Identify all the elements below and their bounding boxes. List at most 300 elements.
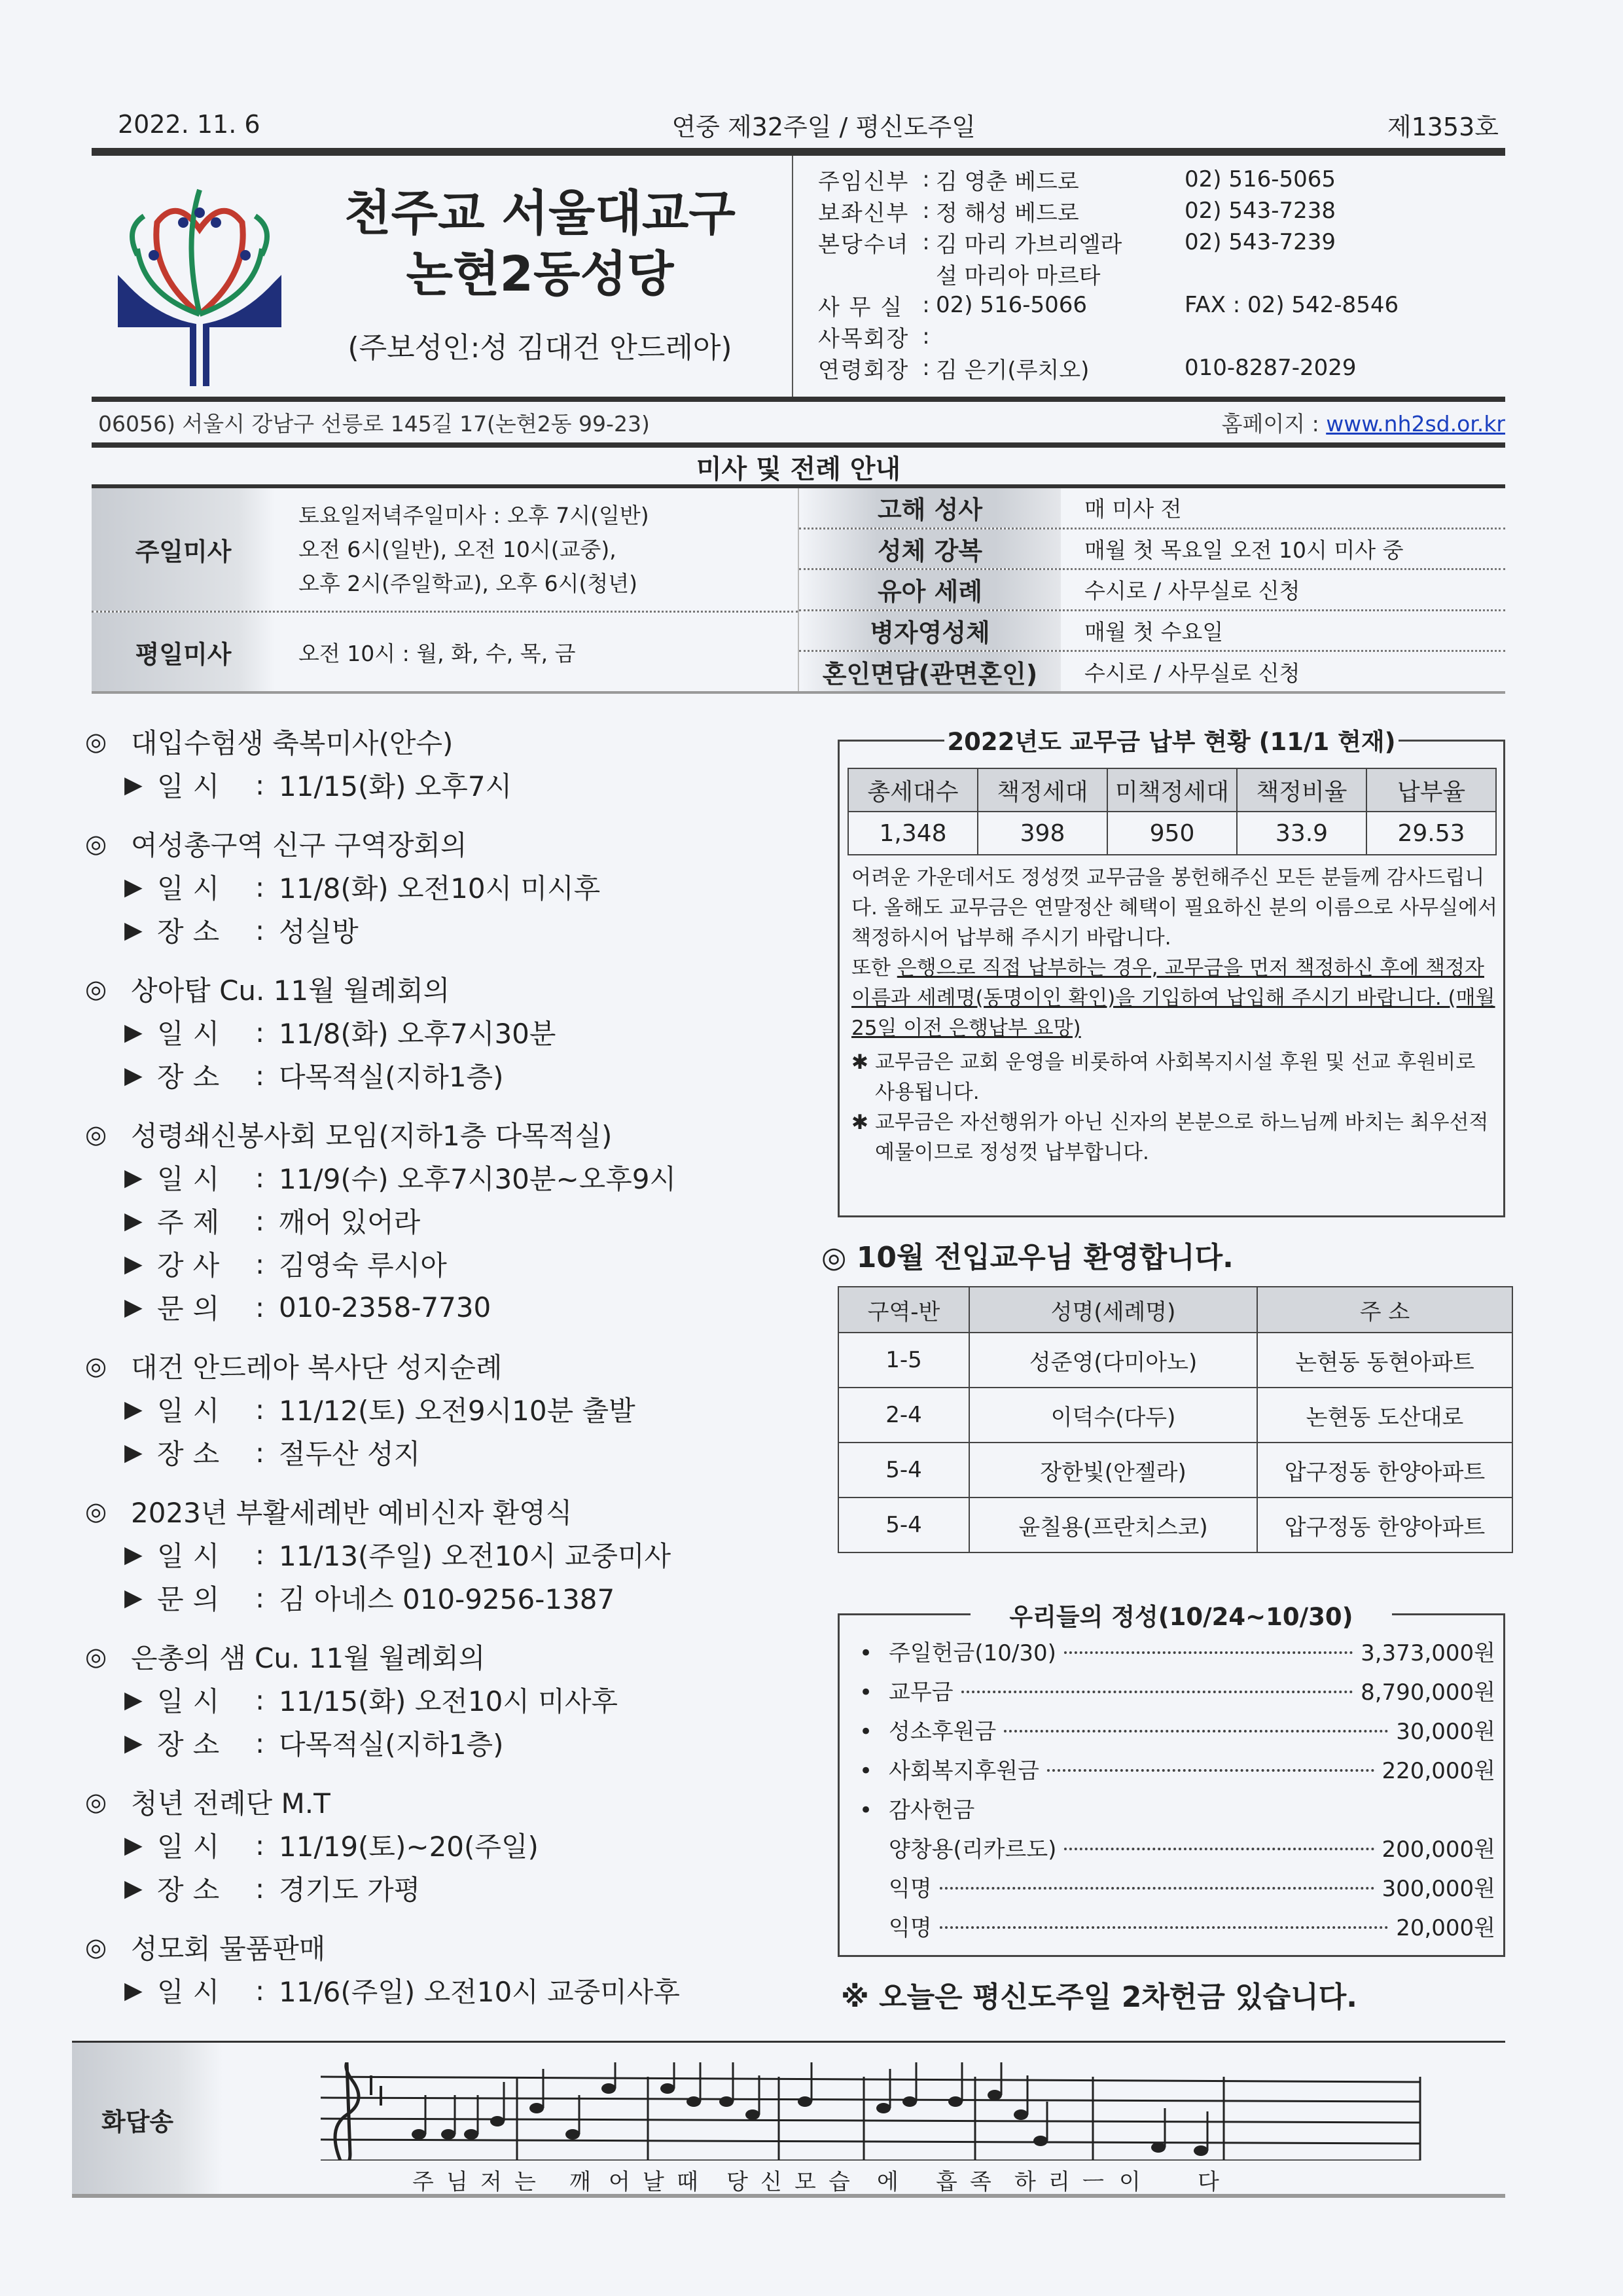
liturgy-row bbox=[799, 611, 1505, 653]
offering-item bbox=[859, 1871, 1495, 1910]
announcement-title bbox=[85, 822, 818, 865]
triangle-right-icon: ▶ bbox=[124, 916, 143, 944]
announcement-title bbox=[85, 1344, 818, 1388]
bullet-icon: • bbox=[859, 1797, 873, 1823]
detail-key: 장소 bbox=[157, 1874, 229, 1906]
detail-value: 11/15(화) 오후7시 bbox=[279, 770, 512, 802]
dues-header: 총세대수 bbox=[848, 768, 978, 812]
music-note bbox=[529, 2103, 544, 2113]
separator: : bbox=[255, 1872, 265, 1905]
detail-value: 절두산 성지 bbox=[279, 1438, 421, 1470]
triangle-right-icon: ▶ bbox=[124, 1395, 143, 1423]
separator: : bbox=[922, 323, 930, 350]
separator: : bbox=[255, 1829, 265, 1861]
separator: : bbox=[255, 1538, 265, 1571]
announcement-title-text: 여성총구역 신구 구역장회의 bbox=[131, 829, 467, 861]
staff-role: 주임신부 bbox=[818, 168, 910, 195]
lyric-syllable: 때 bbox=[677, 2169, 698, 2195]
parish-address: 06056) 서울시 강남구 선릉로 145길 17(논현2동 99-23) bbox=[98, 410, 650, 437]
dues-header: 납부율 bbox=[1366, 768, 1496, 812]
music-note bbox=[988, 2090, 1002, 2100]
announcement-detail bbox=[85, 1199, 818, 1242]
announcement-detail bbox=[85, 1576, 818, 1619]
double-circle-icon: ◎ bbox=[821, 1241, 857, 1274]
liturgy-value: 매월 첫 수요일 bbox=[1084, 619, 1224, 645]
welcome-title-text: 10월 전입교우님 환영합니다. bbox=[856, 1241, 1234, 1274]
detail-value: 다목적실(지하1층) bbox=[279, 1061, 504, 1093]
responsorial-psalm bbox=[72, 2041, 1505, 2198]
detail-value: 11/15(화) 오전10시 미사후 bbox=[279, 1685, 618, 1717]
music-note bbox=[687, 2096, 701, 2107]
staff-role: 본당수녀 bbox=[818, 231, 910, 258]
detail-key: 장소 bbox=[157, 916, 229, 948]
church-name bbox=[291, 183, 789, 304]
dot-leader bbox=[961, 1691, 1353, 1693]
offering-label: 성소후원금 bbox=[889, 1719, 997, 1745]
bullet-icon: • bbox=[859, 1758, 873, 1784]
detail-key: 장소 bbox=[157, 1729, 229, 1761]
music-note bbox=[1194, 2145, 1208, 2156]
detail-key: 문의 bbox=[157, 1583, 229, 1615]
separator: : bbox=[255, 1683, 265, 1716]
dues-value: 398 bbox=[978, 812, 1107, 855]
weekday-mass-label: 평일미사 bbox=[92, 613, 275, 691]
announcement bbox=[85, 1113, 818, 1329]
staff-role: 보좌신부 bbox=[818, 200, 910, 226]
announcement-title-text: 대입수험생 축복미사(안수) bbox=[131, 727, 454, 759]
offering-item bbox=[859, 1674, 1495, 1713]
offering-label: 주일헌금(10/30) bbox=[889, 1640, 1056, 1666]
archdiocese-name: 천주교 서울대교구 bbox=[344, 185, 736, 242]
separator: : bbox=[922, 198, 930, 224]
patron-saint: (주보성인:성 김대건 안드레아) bbox=[348, 331, 732, 365]
detail-value: 경기도 가평 bbox=[279, 1874, 421, 1906]
bullet-icon: • bbox=[859, 1719, 873, 1745]
staff-name: 02) 516-5066 bbox=[936, 292, 1088, 318]
announcement-detail bbox=[85, 763, 818, 806]
offering-label: 사회복지후원금 bbox=[889, 1758, 1039, 1784]
lyric-syllable: 당 bbox=[726, 2169, 748, 2195]
table-cell: 논현동 도산대로 bbox=[1257, 1388, 1512, 1443]
announcement-detail bbox=[85, 1969, 818, 2012]
staff-role: 연령회장 bbox=[818, 357, 910, 384]
dot-leader bbox=[940, 1887, 1374, 1890]
announcement-title bbox=[85, 1113, 818, 1156]
announcement-detail bbox=[85, 1285, 818, 1329]
dues-status-box bbox=[838, 728, 1505, 1217]
detail-value: 김영숙 루시아 bbox=[279, 1249, 447, 1282]
offering-amount: 8,790,000원 bbox=[1361, 1679, 1495, 1706]
dues-bank-instructions: 은행으로 직접 납부하는 경우, 교무금을 먼저 책정하신 후에 책정자 이름과 세례명(동명이인 확인)을 기입하여 납입해 주시기 바랍니다. (매월 25일 이전 은행납부 요망) bbox=[851, 956, 1495, 1040]
music-note bbox=[660, 2083, 675, 2094]
lyric-syllable: 어 bbox=[609, 2169, 630, 2195]
separator: : bbox=[255, 870, 265, 903]
separator: : bbox=[922, 292, 930, 318]
welcome-title bbox=[821, 1234, 1234, 1276]
music-note bbox=[798, 2096, 812, 2107]
detail-value: 11/12(토) 오전9시10분 출발 bbox=[279, 1395, 635, 1427]
lyric-syllable: 신 bbox=[760, 2169, 782, 2195]
table-cell: 5-4 bbox=[838, 1498, 969, 1552]
detail-value: 11/8(화) 오전10시 미시후 bbox=[279, 872, 601, 905]
bullet-icon: • bbox=[859, 1679, 873, 1706]
dues-table bbox=[847, 768, 1497, 855]
music-note bbox=[1014, 2109, 1028, 2120]
announcement bbox=[85, 1344, 818, 1474]
detail-key: 강사 bbox=[157, 1249, 229, 1282]
detail-value: 11/13(주일) 오전10시 교중미사 bbox=[279, 1540, 671, 1572]
offering-item bbox=[859, 1831, 1495, 1871]
announcement-title-text: 청년 전례단 M.T bbox=[131, 1787, 330, 1820]
staff-role: 사목회장 bbox=[818, 325, 910, 352]
separator: : bbox=[922, 229, 930, 255]
offering-amount: 200,000원 bbox=[1382, 1837, 1495, 1863]
offering-amount: 220,000원 bbox=[1382, 1758, 1495, 1784]
church-header bbox=[92, 157, 792, 399]
dues-value: 33.9 bbox=[1237, 812, 1366, 855]
offering-label: 익명 bbox=[889, 1915, 932, 1941]
announcement bbox=[85, 822, 818, 952]
offerings-list bbox=[859, 1635, 1495, 1949]
asterisk-icon: ✱ bbox=[851, 1111, 868, 1134]
double-circle-icon: ◎ bbox=[85, 1787, 107, 1816]
detail-key: 일시 bbox=[157, 1163, 229, 1195]
dues-value-row bbox=[848, 812, 1496, 855]
dot-leader bbox=[1004, 1730, 1388, 1732]
detail-value: 11/6(주일) 오전10시 교중미사후 bbox=[279, 1976, 680, 2008]
staff-directory bbox=[818, 164, 1505, 384]
dot-leader bbox=[940, 1926, 1388, 1929]
new-parishioners-table bbox=[838, 1286, 1513, 1553]
table-cell: 5-4 bbox=[838, 1443, 969, 1498]
separator: : bbox=[255, 1291, 265, 1323]
divider bbox=[92, 442, 1505, 448]
sunday-mass-label: 주일미사 bbox=[92, 488, 275, 611]
announcement bbox=[85, 967, 818, 1097]
staff-row bbox=[818, 289, 1505, 321]
triangle-right-icon: ▶ bbox=[124, 1977, 143, 2004]
staff-phone: FAX : 02) 542-8546 bbox=[1185, 292, 1399, 318]
staff-name: 김 마리 가브리엘라 bbox=[936, 231, 1122, 258]
lyric-syllable: 이 bbox=[1119, 2169, 1141, 2195]
liturgy-value: 매월 첫 목요일 오전 10시 미사 중 bbox=[1084, 537, 1404, 563]
lyric-syllable: 족 bbox=[970, 2169, 991, 2195]
music-note bbox=[876, 2103, 891, 2113]
dues-paragraph-2 bbox=[851, 953, 1499, 1043]
table-cell: 성준영(다미아노) bbox=[969, 1333, 1257, 1388]
double-circle-icon: ◎ bbox=[85, 1497, 107, 1526]
triangle-right-icon: ▶ bbox=[124, 873, 143, 901]
announcement-title bbox=[85, 1490, 818, 1533]
offering-amount: 300,000원 bbox=[1382, 1876, 1495, 1902]
staff-name: 설 마리아 마르타 bbox=[936, 262, 1101, 289]
detail-key: 일시 bbox=[157, 770, 229, 802]
staff-name: 김 영춘 베드로 bbox=[936, 168, 1079, 195]
offering-item bbox=[859, 1910, 1495, 1949]
music-note bbox=[601, 2083, 616, 2094]
lyric-syllable: 는 bbox=[514, 2169, 536, 2195]
dues-header-row bbox=[848, 768, 1496, 812]
table-cell: 윤칠용(프란치스코) bbox=[969, 1498, 1257, 1552]
liturgy-value: 수시로 / 사무실로 신청 bbox=[1084, 578, 1300, 604]
detail-key: 일시 bbox=[157, 1685, 229, 1717]
announcement-detail bbox=[85, 1533, 818, 1576]
detail-key: 일시 bbox=[157, 1831, 229, 1863]
liturgy-label: 성체 강복 bbox=[799, 529, 1061, 569]
announcement-title-text: 은총의 샘 Cu. 11월 월례회의 bbox=[131, 1642, 486, 1674]
staff-row bbox=[818, 352, 1505, 384]
double-circle-icon: ◎ bbox=[85, 1933, 107, 1962]
offerings-box bbox=[838, 1603, 1505, 1957]
announcement-title-text: 성령쇄신봉사회 모임(지하1층 다목적실) bbox=[131, 1120, 613, 1152]
offerings-title: 우리들의 정성(10/24~10/30) bbox=[971, 1597, 1392, 1632]
liturgical-week: 연중 제32주일 / 평신도주일 bbox=[671, 112, 976, 141]
music-staff bbox=[321, 2062, 1499, 2161]
bullet-icon: • bbox=[859, 1640, 873, 1666]
double-circle-icon: ◎ bbox=[85, 829, 107, 858]
divider bbox=[92, 397, 1505, 402]
announcement-detail bbox=[85, 865, 818, 908]
music-note bbox=[1033, 2136, 1048, 2146]
dot-leader bbox=[1064, 1848, 1374, 1850]
music-note bbox=[948, 2096, 963, 2107]
lyric-syllable: ㅡ bbox=[1082, 2169, 1104, 2195]
lyric-syllable: 에 bbox=[877, 2169, 899, 2195]
detail-value: 11/8(화) 오후7시30분 bbox=[279, 1018, 556, 1050]
announcement-detail bbox=[85, 1242, 818, 1285]
music-note bbox=[745, 2109, 760, 2120]
dues-value: 950 bbox=[1107, 812, 1237, 855]
triangle-right-icon: ▶ bbox=[124, 1541, 143, 1568]
divider bbox=[92, 148, 1505, 156]
staff-row bbox=[818, 195, 1505, 226]
detail-key: 일시 bbox=[157, 1395, 229, 1427]
detail-key: 일시 bbox=[157, 872, 229, 905]
column-header: 구역-반 bbox=[838, 1287, 969, 1333]
parish-name: 논현2동성당 bbox=[406, 245, 674, 302]
lyric-syllable: 흡 bbox=[936, 2169, 957, 2195]
detail-key: 일시 bbox=[157, 1976, 229, 2008]
announcement bbox=[85, 1635, 818, 1765]
triangle-right-icon: ▶ bbox=[124, 1018, 143, 1046]
table-header-row bbox=[838, 1287, 1512, 1333]
lyric-syllable: 날 bbox=[643, 2169, 664, 2195]
dot-leader bbox=[1064, 1651, 1353, 1654]
announcement-title bbox=[85, 1780, 818, 1823]
announcement-detail bbox=[85, 1678, 818, 1721]
double-circle-icon: ◎ bbox=[85, 727, 107, 756]
dues-value: 29.53 bbox=[1366, 812, 1496, 855]
table-cell: 논현동 동현아파트 bbox=[1257, 1333, 1512, 1388]
music-note bbox=[1151, 2142, 1166, 2153]
dues-header: 미책정세대 bbox=[1107, 768, 1237, 812]
liturgy-label: 유아 세례 bbox=[799, 570, 1061, 609]
dues-paragraph: 어려운 가운데서도 정성껏 교무금을 봉헌해주신 모든 분들께 감사드립니다. 올해도 교무금은 연말정산 혜택이 필요하신 분의 이름으로 사무실에서 책정하시어 납부해 주시기 바랍니다. bbox=[851, 866, 1498, 950]
detail-value: 성실방 bbox=[279, 916, 359, 948]
double-circle-icon: ◎ bbox=[85, 1352, 107, 1380]
detail-key: 문의 bbox=[157, 1293, 229, 1325]
table-row bbox=[838, 1443, 1512, 1498]
triangle-right-icon: ▶ bbox=[124, 1729, 143, 1757]
liturgy-label: 혼인면담(관면혼인) bbox=[799, 652, 1061, 691]
table-row bbox=[838, 1388, 1512, 1443]
liturgy-row bbox=[799, 570, 1505, 611]
music-note bbox=[490, 2116, 505, 2126]
separator: : bbox=[255, 1974, 265, 2007]
triangle-right-icon: ▶ bbox=[124, 1584, 143, 1611]
column-header: 성명(세례명) bbox=[969, 1287, 1257, 1333]
key-signature-sharps bbox=[370, 2075, 382, 2106]
address-row bbox=[98, 403, 1505, 442]
table-cell: 압구정동 한양아파트 bbox=[1257, 1443, 1512, 1498]
offering-amount: 20,000원 bbox=[1396, 1915, 1495, 1941]
offering-label: 양창용(리카르도) bbox=[889, 1837, 1057, 1863]
separator: : bbox=[255, 1161, 265, 1194]
music-note bbox=[902, 2096, 917, 2107]
triangle-right-icon: ▶ bbox=[124, 1831, 143, 1859]
detail-key: 일시 bbox=[157, 1018, 229, 1050]
music-note bbox=[565, 2129, 580, 2140]
separator: : bbox=[255, 1204, 265, 1237]
separator: : bbox=[255, 1016, 265, 1049]
sunday-mass-line: 오후 2시(주일학교), 오후 6시(청년) bbox=[298, 570, 637, 596]
bulletin-topbar bbox=[118, 105, 1499, 144]
table-cell: 이덕수(다두) bbox=[969, 1388, 1257, 1443]
detail-value: 다목적실(지하1층) bbox=[279, 1729, 504, 1761]
separator: : bbox=[255, 1247, 265, 1280]
second-collection-note: ※ 오늘은 평신도주일 2차헌금 있습니다. bbox=[841, 1981, 1357, 2014]
lyric-syllable: 깨 bbox=[569, 2169, 591, 2195]
asterisk-icon: ✱ bbox=[851, 1050, 868, 1074]
dues-paragraph-lead: 또한 bbox=[851, 956, 897, 980]
announcement-title bbox=[85, 967, 818, 1011]
separator: : bbox=[255, 1727, 265, 1759]
announcement-detail bbox=[85, 1388, 818, 1431]
announcements bbox=[85, 720, 818, 2028]
detail-key: 장소 bbox=[157, 1438, 229, 1470]
detail-value: 깨어 있어라 bbox=[279, 1206, 421, 1238]
announcement-detail bbox=[85, 1054, 818, 1097]
liturgy-list bbox=[799, 488, 1505, 691]
music-note bbox=[464, 2129, 478, 2140]
church-logo bbox=[118, 177, 281, 386]
triangle-right-icon: ▶ bbox=[124, 1062, 143, 1089]
offering-label: 감사헌금 bbox=[889, 1797, 975, 1823]
detail-key: 주제 bbox=[157, 1206, 229, 1238]
announcement bbox=[85, 720, 818, 806]
separator: : bbox=[255, 768, 265, 801]
separator: : bbox=[255, 1581, 265, 1614]
dues-header: 책정세대 bbox=[978, 768, 1107, 812]
dot-leader bbox=[1047, 1769, 1374, 1772]
sunday-mass-line: 토요일저녁주일미사 : 오후 7시(일반) bbox=[298, 502, 649, 528]
sunday-mass-line: 오전 6시(일반), 오전 10시(교중), bbox=[298, 536, 616, 562]
dues-bullet bbox=[851, 1047, 1499, 1107]
dues-bullet-text: 교무금은 자선행위가 아닌 신자의 본분으로 하느님께 바치는 최우선적 예물이므로 정성껏 납부합니다. bbox=[875, 1111, 1489, 1164]
lyric-syllable: 다 bbox=[1198, 2169, 1219, 2195]
detail-key: 일시 bbox=[157, 1540, 229, 1572]
liturgy-value: 매 미사 전 bbox=[1084, 496, 1182, 522]
table-cell: 압구정동 한양아파트 bbox=[1257, 1498, 1512, 1552]
psalm-label-cell bbox=[72, 2043, 223, 2194]
separator: : bbox=[255, 914, 265, 946]
double-circle-icon: ◎ bbox=[85, 1642, 107, 1671]
staff-row bbox=[818, 321, 1505, 352]
liturgy-row bbox=[799, 488, 1505, 529]
announcement-title bbox=[85, 720, 818, 763]
triangle-right-icon: ▶ bbox=[124, 1293, 143, 1321]
offering-item bbox=[859, 1635, 1495, 1674]
offering-item bbox=[859, 1713, 1495, 1753]
triangle-right-icon: ▶ bbox=[124, 1207, 143, 1234]
homepage-link[interactable]: www.nh2sd.or.kr bbox=[1326, 410, 1505, 437]
announcement bbox=[85, 1490, 818, 1619]
mass-schedule-table bbox=[92, 484, 1505, 694]
homepage-label: 홈페이지 : bbox=[1221, 410, 1319, 437]
double-circle-icon: ◎ bbox=[85, 975, 107, 1003]
staff-phone: 02) 516-5065 bbox=[1185, 166, 1336, 192]
announcement-detail bbox=[85, 1156, 818, 1199]
staff-phone: 010-8287-2029 bbox=[1185, 355, 1357, 381]
separator: : bbox=[922, 355, 930, 381]
triangle-right-icon: ▶ bbox=[124, 771, 143, 798]
lyric-syllable: 모 bbox=[794, 2169, 816, 2195]
dues-value: 1,348 bbox=[848, 812, 978, 855]
homepage bbox=[1222, 407, 1505, 438]
announcement-detail bbox=[85, 1823, 818, 1867]
announcement-title bbox=[85, 1635, 818, 1678]
weekday-mass-row bbox=[92, 613, 798, 691]
staff-phone: 02) 543-7238 bbox=[1185, 198, 1336, 224]
sunday-mass-row bbox=[92, 488, 798, 613]
music-note bbox=[719, 2096, 734, 2107]
table-cell: 장한빛(안젤라) bbox=[969, 1443, 1257, 1498]
column-header: 주 소 bbox=[1257, 1287, 1512, 1333]
staff-role: 사 무 실 bbox=[818, 294, 904, 321]
separator: : bbox=[255, 1059, 265, 1092]
lyric-syllable: 습 bbox=[829, 2169, 850, 2195]
announcement-title bbox=[85, 1926, 818, 1969]
separator: : bbox=[255, 1436, 265, 1469]
offering-amount: 30,000원 bbox=[1396, 1719, 1495, 1745]
announcement-detail bbox=[85, 908, 818, 952]
announcement-title-text: 대건 안드레아 복사단 성지순례 bbox=[131, 1352, 503, 1384]
table-cell: 1-5 bbox=[838, 1333, 969, 1388]
liturgy-row bbox=[799, 652, 1505, 691]
detail-value: 김 아네스 010-9256-1387 bbox=[279, 1583, 615, 1615]
announcement-detail bbox=[85, 1721, 818, 1765]
liturgy-value: 수시로 / 사무실로 신청 bbox=[1084, 660, 1300, 686]
staff-name: 정 해성 베드로 bbox=[936, 200, 1079, 226]
music-note bbox=[412, 2129, 426, 2140]
detail-value: 010-2358-7730 bbox=[279, 1291, 491, 1323]
dues-header: 책정비율 bbox=[1237, 768, 1366, 812]
table-row bbox=[838, 1333, 1512, 1388]
bulletin-date: 2022. 11. 6 bbox=[118, 110, 260, 139]
announcement-detail bbox=[85, 1431, 818, 1474]
triangle-right-icon: ▶ bbox=[124, 1439, 143, 1466]
table-cell: 2-4 bbox=[838, 1388, 969, 1443]
lyric-syllable: 님 bbox=[446, 2169, 468, 2195]
lyric-syllable: 리 bbox=[1048, 2169, 1070, 2195]
offering-item bbox=[859, 1753, 1495, 1792]
announcement-detail bbox=[85, 1867, 818, 1910]
announcement bbox=[85, 1926, 818, 2012]
liturgy-row bbox=[799, 529, 1505, 571]
separator: : bbox=[922, 166, 930, 192]
announcement-title-text: 성모회 물품판매 bbox=[131, 1933, 326, 1965]
triangle-right-icon: ▶ bbox=[124, 1874, 143, 1902]
